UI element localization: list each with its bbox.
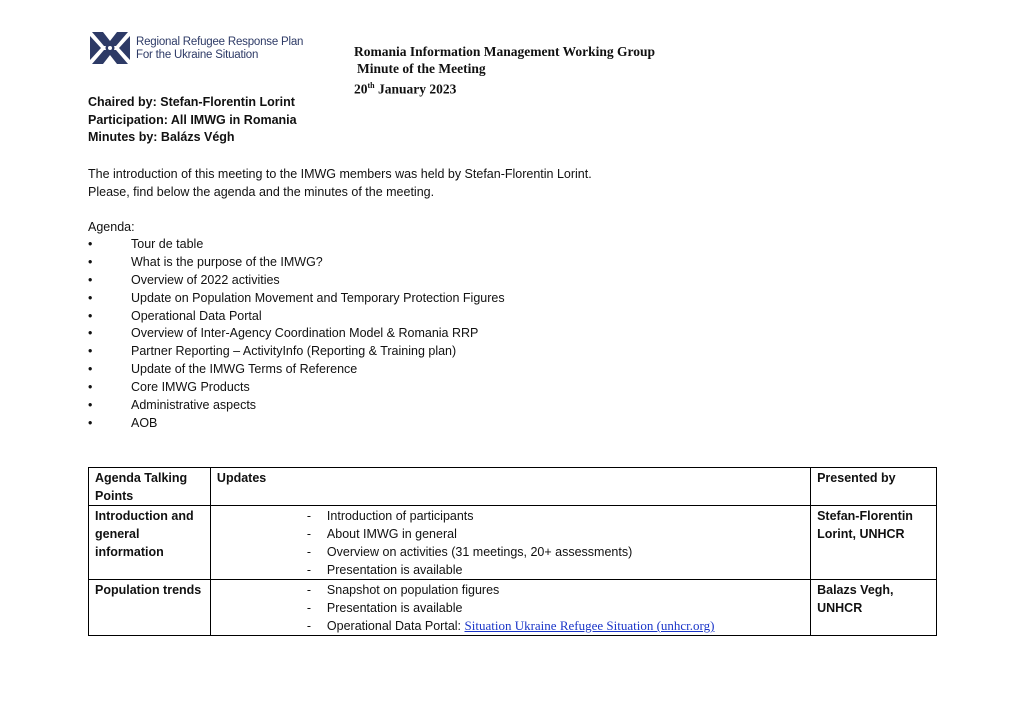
agenda-list: [88, 236, 505, 433]
update-item: - About IMWG in general: [306, 527, 457, 541]
document-subtitle: Minute of the Meeting: [357, 61, 486, 76]
document-title-block: [354, 43, 655, 98]
intro-paragraph: The introduction of this meeting to the IMWG members was held by Stefan-Florentin Lorint. Please, find below the agenda and the minutes of the meeting.: [88, 167, 592, 199]
table-header-row: [89, 468, 937, 506]
table-row: [89, 506, 937, 580]
rrp-emblem-icon: [88, 26, 132, 70]
update-item: - Presentation is available: [306, 563, 463, 577]
presenter-cell: Balazs Vegh, UNHCR: [811, 580, 937, 636]
logo-line-1: Regional Refugee Response Plan: [136, 36, 304, 48]
list-item: • Update on Population Movement and Temporary Protection Figures: [88, 290, 505, 305]
list-item: • What is the purpose of the IMWG?: [88, 254, 323, 269]
list-item: • Operational Data Portal: [88, 308, 262, 323]
update-item: - Introduction of participants: [306, 509, 474, 523]
update-item: - Presentation is available: [306, 601, 463, 615]
chaired-by: Chaired by: Stefan-Florentin Lorint: [88, 95, 295, 109]
list-item: • Overview of Inter-Agency Coordination Model & Romania RRP: [88, 326, 479, 341]
list-item: • AOB: [88, 415, 158, 430]
table-row: [89, 580, 937, 636]
presenter-cell: Stefan-Florentin Lorint, UNHCR: [811, 506, 937, 580]
minutes-table: [88, 467, 937, 636]
meeting-date: 20th January 2023: [354, 81, 457, 97]
list-item: • Administrative aspects: [88, 398, 257, 413]
logo-line-2: For the Ukraine Situation: [136, 49, 259, 61]
talking-point-cell: Introduction and general information: [89, 506, 211, 580]
talking-point-cell: Population trends: [89, 580, 211, 636]
header-talking-points: Agenda Talking Points: [89, 468, 211, 506]
header-presented-by: Presented by: [811, 468, 937, 506]
updates-cell: [210, 506, 810, 580]
odp-link[interactable]: Situation Ukraine Refugee Situation (unhcr.org): [464, 618, 715, 633]
minutes-by: Minutes by: Balázs Végh: [88, 130, 235, 144]
list-item: • Partner Reporting – ActivityInfo (Reporting & Training plan): [88, 344, 457, 359]
list-item: • Core IMWG Products: [88, 380, 250, 395]
header-updates: Updates: [210, 468, 810, 506]
list-item: • Update of the IMWG Terms of Reference: [88, 362, 358, 377]
updates-cell: [210, 580, 810, 636]
rrp-logo: [88, 26, 328, 74]
update-item: - Operational Data Portal: Situation Ukraine Refugee Situation (unhcr.org): [306, 618, 715, 633]
meeting-meta: [88, 94, 297, 147]
update-item: - Overview on activities (31 meetings, 20+ assessments): [306, 545, 633, 559]
update-item: - Snapshot on population figures: [306, 583, 500, 597]
list-item: • Overview of 2022 activities: [88, 272, 280, 287]
list-item: • Tour de table: [88, 237, 204, 251]
document-title: Romania Information Management Working Group: [354, 44, 656, 59]
agenda-label: Agenda:: [88, 220, 135, 234]
participation: Participation: All IMWG in Romania: [88, 112, 297, 127]
